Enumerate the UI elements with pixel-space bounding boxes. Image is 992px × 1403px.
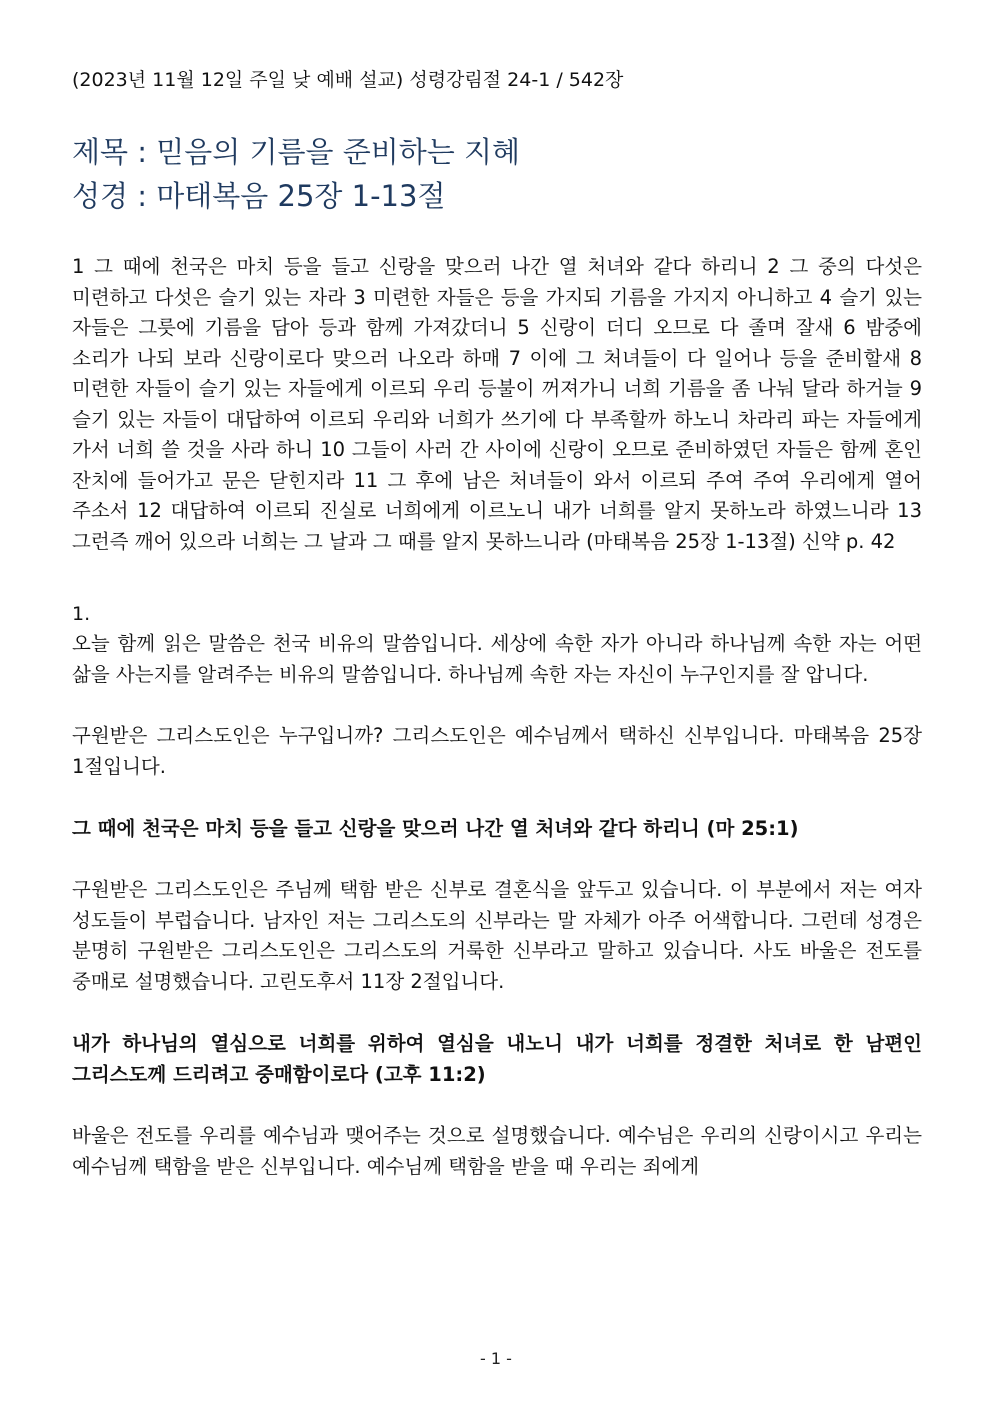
sermon-title: 제목 : 믿음의 기름을 준비하는 지혜 <box>72 135 521 169</box>
body-paragraph: 오늘 함께 읽은 말씀은 천국 비유의 말씀입니다. 세상에 속한 자가 아니라 하나님께 속한 자는 어떤 삶을 사는지를 알려주는 비유의 말씀입니다. 하나님께 속한 자는 자신이 누구인지를 잘 압니다. <box>72 632 922 686</box>
page-number: - 1 - <box>480 1349 512 1368</box>
body-paragraph: 바울은 전도를 우리를 예수님과 맺어주는 것으로 설명했습니다. 예수님은 우리의 신랑이시고 우리는 예수님께 택함을 받은 신부입니다. 예수님께 택함을 받을 때 우리는 죄에게 <box>72 1124 922 1178</box>
sermon-body <box>72 252 922 1182</box>
spacer <box>72 1090 922 1121</box>
spacer <box>72 844 922 875</box>
body-paragraph: 구원받은 그리스도인은 주님께 택함 받은 신부로 결혼식을 앞두고 있습니다. 이 부분에서 저는 여자 성도들이 부럽습니다. 남자인 저는 그리스도의 신부라는 말 자체가 아주 어색합니다. 그런데 성경은 분명히 구원받은 그리스도인은 그리스도의 거룩한 신부라고 말하고 있습니다. 사도 바울은 전도를 중매로 설명했습니다. 고린도후서 11장 2절입니다. <box>72 878 922 993</box>
sermon-header: (2023년 11월 12일 주일 낮 예배 설교) 성령강림절 24-1 / 542장 <box>72 69 624 91</box>
spacer <box>72 690 922 721</box>
spacer <box>72 997 922 1028</box>
body-paragraph: 구원받은 그리스도인은 누구입니까? 그리스도인은 예수님께서 택하신 신부입니다. 마태복음 25장 1절입니다. <box>72 724 922 778</box>
spacer <box>72 557 922 599</box>
scripture-passage: 1 그 때에 천국은 마치 등을 들고 신랑을 맞으러 나간 열 처녀와 같다 하리니 2 그 중의 다섯은 미련하고 다섯은 슬기 있는 자라 3 미련한 자들은 등을 가지되 기름을 가지지 아니하고 4 슬기 있는 자들은 그릇에 기름을 담아 등과 함께 가져갔더니 5 신랑이 더디 오므로 다 졸며 잘새 6 밤중에 소리가 나되 보라 신랑이로다 맞으러 나오라 하매 7 이에 그 처녀들이 다 일어나 등을 준비할새 8 미련한 자들이 슬기 있는 자들에게 이르되 우리 등불이 꺼져가니 너희 기름을 좀 나눠 달라 하거늘 9 슬기 있는 자들이 대답하여 이르되 우리와 너희가 쓰기에 다 부족할까 하노니 차라리 파는 자들에게 가서 너희 쓸 것을 사라 하니 10 그들이 사러 간 사이에 신랑이 오므로 준비하였던 자들은 함께 혼인 잔치에 들어가고 문은 닫힌지라 11 그 후에 남은 처녀들이 와서 이르되 주여 주여 우리에게 열어 주소서 12 대답하여 이르되 진실로 너희에게 이르노니 내가 너희를 알지 못하노라 하였느니라 13 그런즉 깨어 있으라 너희는 그 날과 그 때를 알지 못하느니라 (마태복음 25장 1-13절) 신약 p. 42 <box>72 255 922 553</box>
scripture-reference: 성경 : 마태복음 25장 1-13절 <box>72 179 446 213</box>
scripture-quote: 그 때에 천국은 마치 등을 들고 신랑을 맞으러 나간 열 처녀와 같다 하리니 (마 25:1) <box>72 817 799 840</box>
spacer <box>72 782 922 813</box>
section-number: 1. <box>72 603 91 625</box>
scripture-quote: 내가 하나님의 열심으로 너희를 위하여 열심을 내노니 내가 너희를 정결한 처녀로 한 남편인 그리스도께 드리려고 중매함이로다 (고후 11:2) <box>72 1032 922 1086</box>
